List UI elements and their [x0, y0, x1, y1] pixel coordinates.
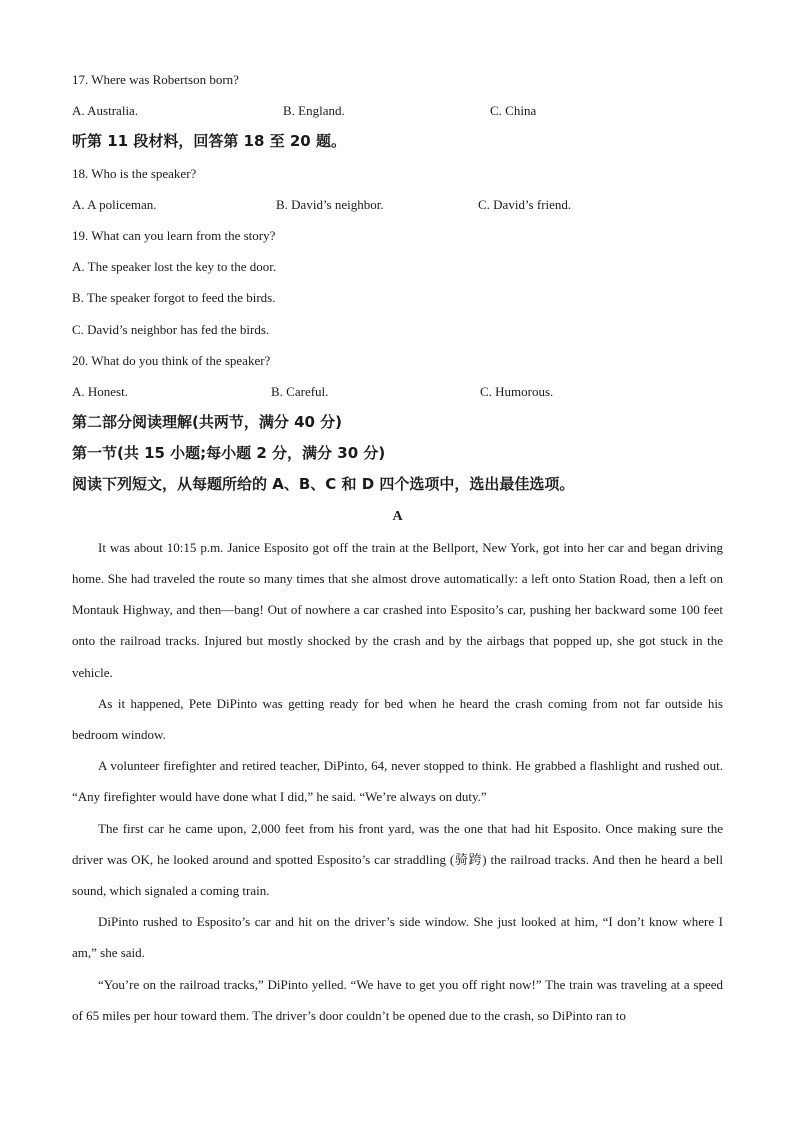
- question-20-options: [72, 376, 723, 407]
- option-c: C. David’s friend.: [478, 196, 572, 212]
- passage-paragraph: As it happened, Pete DiPinto was getting ready for bed when he heard the crash coming from not far outside his bedroom window.: [72, 695, 723, 743]
- option-a: A. Honest.: [72, 383, 128, 399]
- option-a: A. Australia.: [72, 103, 139, 119]
- passage-paragraph: DiPinto rushed to Esposito’s car and hit on the driver’s side window. She just looked at him, “I don’t know where I am,” she said.: [72, 914, 723, 961]
- option-c: C. Humorous.: [480, 383, 554, 399]
- section-one-title: 第一节(共 15 小题;每小题 2 分，满分 30 分): [72, 444, 386, 463]
- passage-paragraph: “You’re on the railroad tracks,” DiPinto yelled. “We have to get you off right now!” The train was traveling at a speed of 65 miles per hour toward them. The driver’s door couldn’t be opened due to the crash, so DiPinto ran to: [72, 976, 723, 1023]
- option-b: B. David’s neighbor.: [276, 196, 384, 212]
- exam-page: [72, 64, 723, 1031]
- option-a: A. The speaker lost the key to the door.: [72, 259, 277, 275]
- option-b: B. Careful.: [271, 383, 329, 399]
- option-b: B. England.: [283, 103, 345, 119]
- question-20: 20. What do you think of the speaker?: [72, 352, 271, 368]
- option-c: C. China: [490, 103, 537, 119]
- question-18-options: [72, 189, 723, 220]
- question-17-options: [72, 95, 723, 126]
- passage-paragraph: A volunteer firefighter and retired teacher, DiPinto, 64, never stopped to think. He grabbed a flashlight and rushed out. “Any firefighter would have done what I did,” he said. “We’re always on duty.”: [72, 758, 723, 805]
- option-a: A. A policeman.: [72, 196, 157, 212]
- question-18: 18. Who is the speaker?: [72, 165, 197, 181]
- passage-paragraph: It was about 10:15 p.m. Janice Esposito got off the train at the Bellport, New York, got into her car and began driving home. She had traveled the route so many times that she almost drove automatically: a left onto Station Road, then a left on Montauk Highway, and then—bang! Out of nowhere a car crashed into Esposito’s car, pushing her backward some 100 feet onto the railroad tracks. Injured but mostly shocked by the crash and by the airbags that popped up, she got stuck in the vehicle.: [72, 539, 723, 680]
- question-19: 19. What can you learn from the story?: [72, 227, 276, 243]
- passage-label: A: [392, 508, 403, 524]
- option-b: B. The speaker forgot to feed the birds.: [72, 290, 276, 306]
- question-17: 17. Where was Robertson born?: [72, 72, 239, 87]
- passage-paragraph: The first car he came upon, 2,000 feet from his front yard, was the one that had hit Esposito. Once making sure the driver was OK, he looked around and spotted Esposito’s car straddling (骑跨) the railroad tracks. And then he heard a bell sound, which signaled a coming train.: [72, 820, 723, 899]
- reading-instruction: 阅读下列短文，从每题所给的 A、B、C 和 D 四个选项中，选出最佳选项。: [72, 475, 575, 494]
- part-two-title: 第二部分阅读理解(共两节，满分 40 分): [72, 413, 343, 432]
- section-11-heading: 听第 11 段材料，回答第 18 至 20 题。: [72, 132, 346, 151]
- option-c: C. David’s neighbor has fed the birds.: [72, 321, 270, 337]
